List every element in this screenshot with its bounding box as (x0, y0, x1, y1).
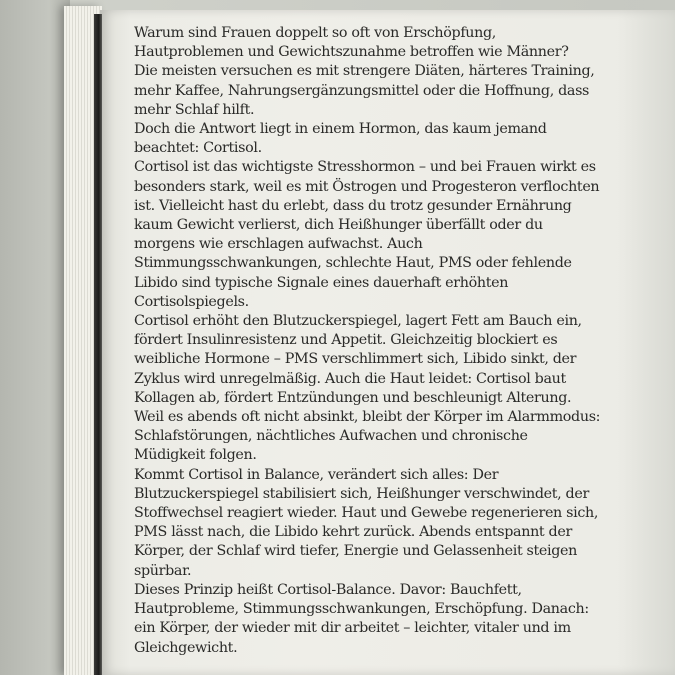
text-line: Dieses Prinzip heißt Cortisol-Balance. Davor: Bauchfett, (134, 581, 522, 598)
text-line: Die meisten versuchen es mit strengere Diäten, härteres Training, (134, 63, 595, 80)
text-line: Cortisolspiegels. (134, 293, 249, 310)
text-line: beachtet: Cortisol. (134, 140, 262, 157)
text-line: Warum sind Frauen doppelt so oft von Erschöpfung, (134, 25, 496, 41)
text-line: ist. Vielleicht hast du erlebt, dass du trotz gesunder Ernährung (134, 197, 572, 214)
text-line: spürbar. (134, 562, 192, 579)
text-line: ein Körper, der wieder mit dir arbeitet – leichter, vitaler und im (134, 620, 571, 637)
text-line: Müdigkeit folgen. (134, 447, 257, 464)
book-spine-shadow (94, 14, 102, 675)
text-line: Weil es abends oft nicht absinkt, bleibt der Körper im Alarmmodus: (134, 409, 601, 426)
text-line: Cortisol erhöht den Blutzuckerspiegel, lagert Fett am Bauch ein, (134, 313, 582, 330)
text-line: Cortisol ist das wichtigste Stresshormon – und bei Frauen wirkt es (134, 159, 596, 176)
text-line: Kommt Cortisol in Balance, verändert sich alles: Der (134, 466, 499, 483)
text-line: Kollagen ab, fördert Entzündungen und beschleunigt Alterung. (134, 389, 572, 406)
text-line: weibliche Hormone – PMS verschlimmert sich, Libido sinkt, der (134, 351, 577, 368)
text-line: Stoffwechsel reagiert wieder. Haut und Gewebe regenerieren sich, (134, 505, 599, 522)
text-line: Schlafstörungen, nächtliches Aufwachen und chronische (134, 428, 528, 445)
text-line: Stimmungsschwankungen, schlechte Haut, PMS oder fehlende (134, 255, 572, 272)
page-fade (618, 0, 675, 675)
text-line: fördert Insulinresistenz und Appetit. Gleichzeitig blockiert es (134, 332, 558, 349)
text-line: Libido sind typische Signale eines dauerhaft erhöhten (134, 274, 509, 291)
page-text (134, 24, 624, 658)
text-line: Hautproblemen und Gewichtszunahme betroffen wie Männer? (134, 44, 569, 61)
text-line: Blutzuckerspiegel stabilisiert sich, Heißhunger verschwindet, der (134, 485, 589, 502)
background-surface (0, 0, 70, 675)
text-line: Hautprobleme, Stimmungsschwankungen, Erschöpfung. Danach: (134, 601, 589, 618)
text-line: mehr Schlaf hilft. (134, 101, 255, 118)
text-line: morgens wie erschlagen aufwachst. Auch (134, 236, 423, 253)
text-line: kaum Gewicht verlierst, dich Heißhunger überfällt oder du (134, 217, 543, 234)
text-line: Körper, der Schlaf wird tiefer, Energie und Gelassenheit steigen (134, 543, 578, 560)
text-line: besonders stark, weil es mit Östrogen und Progesteron verflochten (134, 178, 600, 195)
text-line: mehr Kaffee, Nahrungsergänzungsmittel oder die Hoffnung, dass (134, 82, 590, 99)
text-line: PMS lässt nach, die Libido kehrt zurück. Abends entspannt der (134, 524, 572, 541)
text-line: Gleichgewicht. (134, 639, 238, 656)
text-line: Zyklus wird unregelmäßig. Auch die Haut leidet: Cortisol baut (134, 370, 566, 387)
text-line: Doch die Antwort liegt in einem Hormon, das kaum jemand (134, 121, 547, 138)
